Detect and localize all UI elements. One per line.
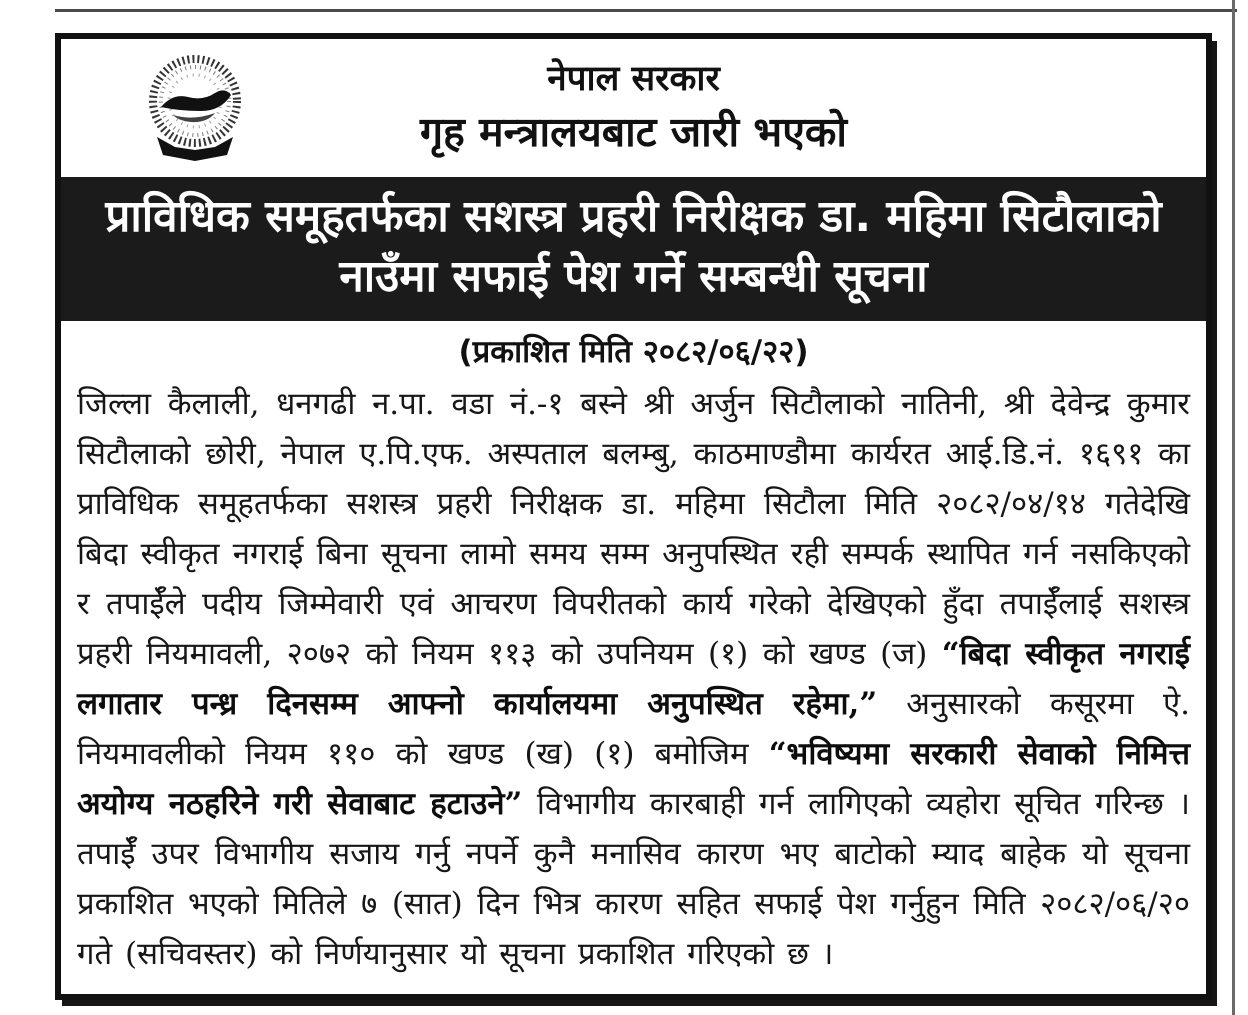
notice-text-segment: अनुसारको कसूरमा ऐ. नियमावलीको नियम ११० को खण्ड (ख) (१) बमोजिम	[77, 686, 1190, 772]
published-date: (प्रकाशित मिति २०८२/०६/२२)	[458, 334, 809, 370]
notice-paragraph	[77, 379, 1190, 979]
top-horizontal-rule	[55, 9, 1237, 12]
notice-border-box	[55, 33, 1212, 1000]
notice-bold-quote: “भविष्यमा सरकारी सेवाको निमित्त अयोग्य नठहरिने गरी सेवाबाट हटाउने”	[77, 736, 1190, 822]
notice-title-line1: प्राविधिक समूहतर्फका सशस्त्र प्रहरी निरीक्षक डा. महिमा सिटौलाको	[105, 191, 1162, 242]
notice-body	[61, 321, 1206, 979]
notice-bold-quote: “बिदा स्वीकृत नगराई लगातार पन्ध्र दिनसम्म आफ्नो कार्यालयमा अनुपस्थित रहेमा,”	[77, 636, 1191, 722]
notice-text-segment: जिल्ला कैलाली, धनगढी न.पा. वडा नं.-१ बस्ने श्री अर्जुन सिटौलाको नातिनी, श्री देवेन्द्र कुमार सिटौलाको छोरी, नेपाल ए.पि.एफ. अस्पताल बलम्बु, काठमाण्डौमा कार्यरत आई.डि.नं. १६९१ का प्राविधिक समूहतर्फका सशस्त्र प्रहरी निरीक्षक डा. महिमा सिटौला मिति २०८२/०४/१४ गतेदेखि बिदा स्वीकृत नगराई बिना सूचना लामो समय सम्म अनुपस्थित रही सम्पर्क स्थापित गर्न नसकिएको र तपाईँले पदीय जिम्मेवारी एवं आचरण विपरीतको कार्य गरेको देखिएको हुँदा तपाईँलाई सशस्त्र प्रहरी नियमावली, २०७२ को नियम ११३ को उपनियम (१) को खण्ड (ज)	[77, 386, 1190, 672]
issuing-ministry: गृह मन्त्रालयबाट जारी भएको	[419, 108, 848, 156]
notice-title-line2: नाउँमा सफाई पेश गर्ने सम्बन्धी सूचना	[339, 251, 928, 302]
notice-text-segment: विभागीय कारबाही गर्न लागिएको व्यहोरा सूचित गरिन्छ । तपाईँ उपर विभागीय सजाय गर्नु नपर्ने कुनै मनासिव कारण भए बाटोको म्याद बाहेक यो सूचना प्रकाशित भएको मितिले ७ (सात) दिन भित्र कारण सहित सफाई पेश गर्नुहुन मिति २०८२/०६/२० गते (सचिवस्तर) को निर्णयानुसार यो सूचना प्रकाशित गरिएको छ ।	[77, 786, 1190, 972]
government-name: नेपाल सरकार	[547, 59, 720, 99]
right-column-rule	[1232, 0, 1235, 1015]
nepal-government-emblem-icon	[143, 51, 247, 167]
notice-title-banner	[61, 177, 1206, 321]
notice-header	[61, 39, 1206, 177]
